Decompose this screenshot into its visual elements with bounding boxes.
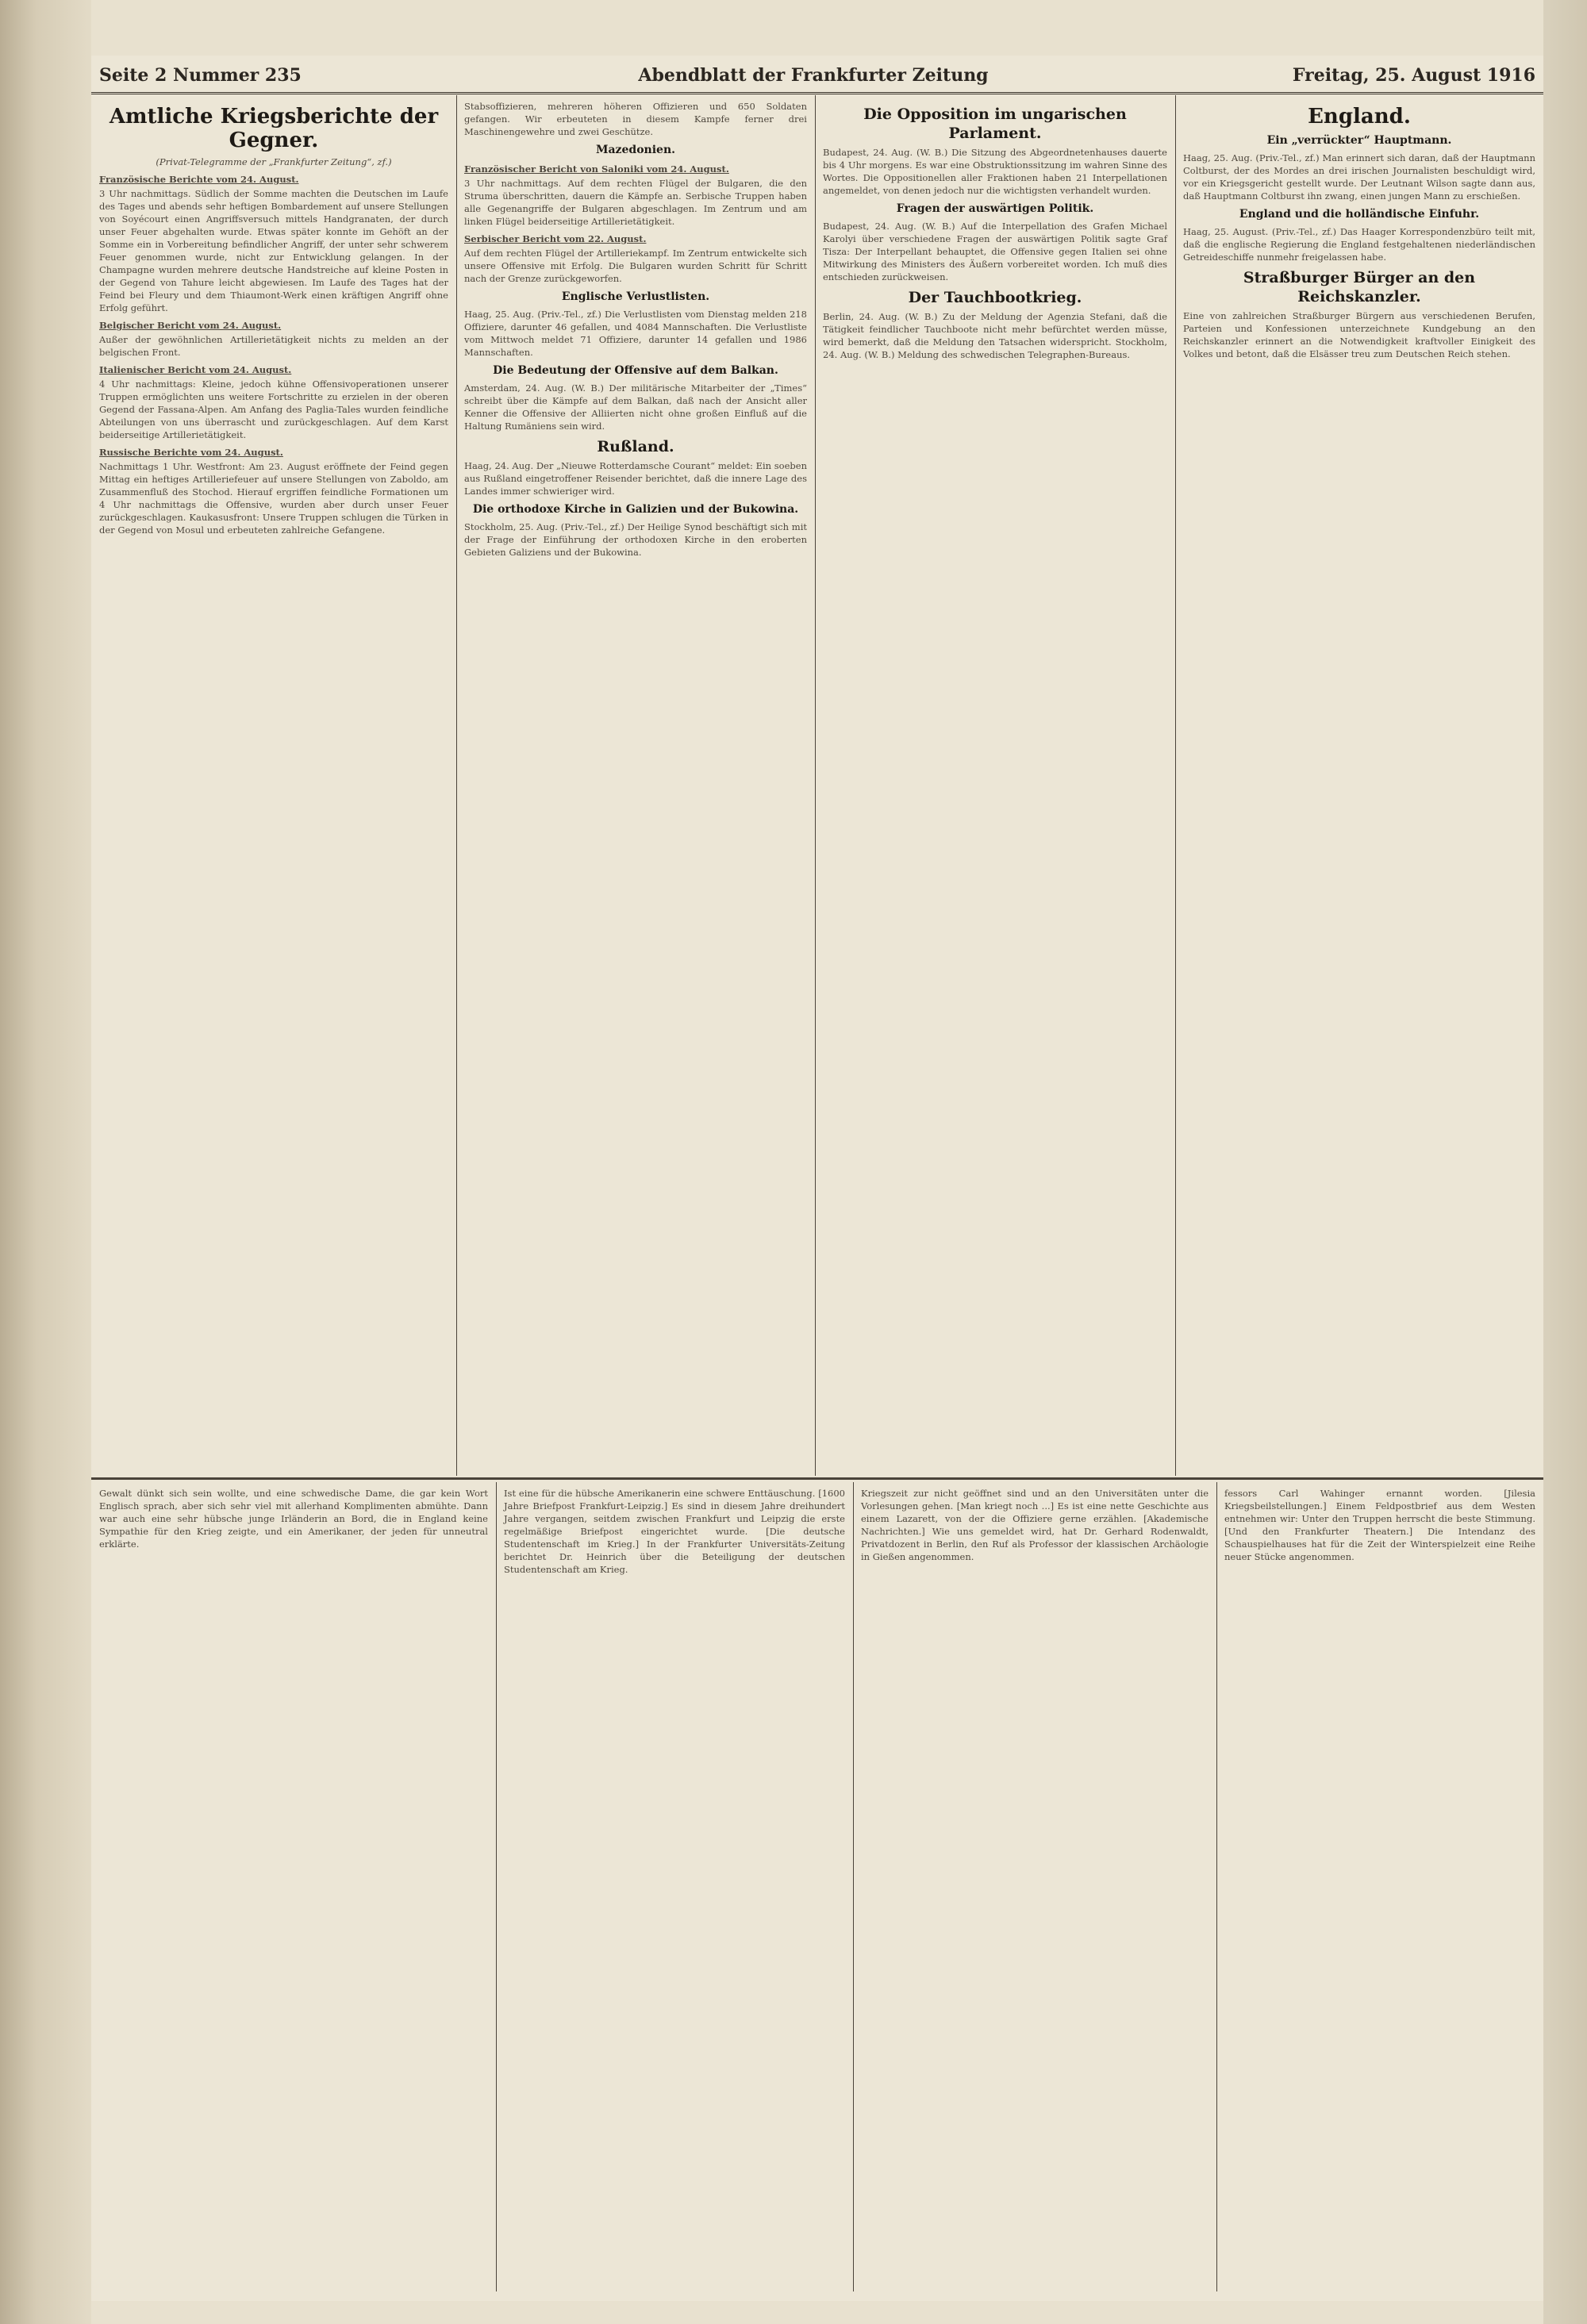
feuilleton-column-2 xyxy=(504,1487,848,2288)
feuilleton-text: Gewalt dünkt sich sein wollte, und eine schwedische Dame, die gar kein Wort Englisch sprach, aber sich sehr viel mit allerhand Komplimenten abmühte. Dann war auch eine sehr hübsche junge Irländerin an Bord, die in England keine Sympathie für den Krieg zeigte, und ein Amerikaner, der jeden für unneutral erklärte. xyxy=(99,1488,491,1550)
section-heading: Mazedonien. xyxy=(595,144,675,156)
section-text: 3 Uhr nachmittags. Auf dem rechten Flügel der Bulgaren, die den Struma überschritten, dauern die Kämpfe an. Serbische Truppen haben alle Gegenangriffe der Bulgaren abgeschlagen. Im Zentrum und am linken Flügel beiderseitige Artillerietätigkeit. xyxy=(464,178,810,227)
section-heading: Französische Berichte vom 24. August. xyxy=(99,174,299,185)
section-heading: Fragen der auswärtigen Politik. xyxy=(896,202,1094,215)
section-heading: Die orthodoxe Kirche in Galizien und der Bukowina. xyxy=(472,503,799,516)
section-text: Außer der gewöhnlichen Artillerietätigkeit nichts zu melden an der belgischen Front. xyxy=(99,334,452,358)
section-text: Berlin, 24. Aug. (W. B.) Zu der Meldung der Agenzia Stefani, daß die Tätigkeit feindlicher Tauchboote nicht mehr befürchtet werden müsse, wird bemerkt, daß die Meldung den Tatsachen widerspricht. Stockholm, 24. Aug. (W. B.) Meldung des schwedischen Telegraphen-Bureaus. xyxy=(823,311,1170,360)
section-heading: Der Tauchbootkrieg. xyxy=(908,289,1082,306)
feuilleton-column-3 xyxy=(861,1487,1212,2288)
section-text: Amsterdam, 24. Aug. (W. B.) Der militärische Mitarbeiter der „Times“ schreibt über die Kämpfe auf dem Balkan, daß nach der Ansicht aller Kenner die Offensive der Alliierten nicht ohne großen Einfluß auf die Haltung Rumäniens sein wird. xyxy=(464,382,810,432)
newspaper-name: Abendblatt der Frankfurter Zeitung xyxy=(638,65,989,86)
section-text: Auf dem rechten Flügel der Artilleriekampf. Im Zentrum entwickelte sich unsere Offensive mit Erfolg. Die Bulgaren wurden Schritt für Schritt nach der Grenze zurückgeworfen. xyxy=(464,248,810,284)
section-heading: Rußland. xyxy=(597,438,674,455)
feuilleton-column-4 xyxy=(1224,1487,1539,2288)
section-text: Haag, 24. Aug. Der „Nieuwe Rotterdamsche Courant“ meldet: Ein soeben aus Rußland eingetroffener Reisender berichtet, daß die innere Lage des Landes immer schwieriger wird. xyxy=(464,460,810,497)
section-text: Eine von zahlreichen Straßburger Bürgern aus verschiedenen Berufen, Parteien und Konfessionen unterzeichnete Kundgebung an den Reichskanzler erinnert an die Notwendigkeit kraftvoller Einigkeit des Volkes und betont, daß die Elsässer treu zum Deutschen Reich stehen. xyxy=(1183,310,1539,359)
article-war-reports xyxy=(99,100,452,1473)
section-heading: Ein „verrückter“ Hauptmann. xyxy=(1266,134,1452,147)
section-text: 3 Uhr nachmittags. Südlich der Somme machten die Deutschen im Laufe des Tages und abends sehr heftigen Bombardement auf unsere Stellungen von Soyécourt einen Angriffsversuch mittels Handgranaten, der durch unser Feuer abgehalten wurde. Etwas später konnte im Gehöft an der Somme ein in Vorbereitung befindlicher Angriff, der unter sehr schwerem Feuer genommen wurde, nicht zur Entwicklung gelangen. In der Champagne wurden mehrere deutsche Handstreiche auf kleine Posten in der Gegend von Tahure leicht abgewiesen. Im Laufe des Tages hat der Feind bei Fleury und dem Thiaumont-Werk einen kräftigen Angriff ohne Erfolg geführt. xyxy=(99,188,452,313)
section-text: 4 Uhr nachmittags: Kleine, jedoch kühne Offensivoperationen unserer Truppen ermöglichten uns weitere Fortschritte zu erzielen in der oberen Gegend der Fassana-Alpen. Am Anfang des Paglia-Tales wurden feindliche Abteilungen von uns überrascht und zurückgeschlagen. Auf dem Karst beiderseitige Artillerietätigkeit. xyxy=(99,378,452,440)
section-text: Stockholm, 25. Aug. (Priv.-Tel., zf.) Der Heilige Synod beschäftigt sich mit der Frage der Einführung der orthodoxen Kirche in den eroberten Gebieten Galiziens und der Bukowina. xyxy=(464,521,810,558)
column-rule xyxy=(853,1482,854,2291)
feuilleton-column-1 xyxy=(99,1487,491,2288)
column-rule xyxy=(456,95,457,1476)
section-heading: Italienischer Bericht vom 24. August. xyxy=(99,364,292,375)
section-heading: Belgischer Bericht vom 24. August. xyxy=(99,320,282,331)
article-balkan-russia xyxy=(464,100,810,1473)
section-subheading: Französischer Bericht von Saloniki vom 24. August. xyxy=(464,163,729,175)
feuilleton-text: Ist eine für die hübsche Amerikanerin eine schwere Enttäuschung. [1600 Jahre Briefpost Frankfurt-Leipzig.] Es sind in diesem Jahre dreihundert Jahre vergangen, seitdem zwischen Frankfurt und Leipzig die erste regelmäßige Briefpost eingerichtet wurde. [Die deutsche Studentenschaft im Krieg.] In der Frankfurter Universitäts-Zeitung berichtet Dr. Heinrich über die Beteiligung der deutschen Studentenschaft am Krieg. xyxy=(504,1488,848,1575)
article-subtitle: (Privat-Telegramme der „Frankfurter Zeitung“, zf.) xyxy=(156,156,392,167)
masthead xyxy=(91,56,1543,94)
section-text: Haag, 25. Aug. (Priv.-Tel., zf.) Die Verlustlisten vom Dienstag melden 218 Offiziere, darunter 46 gefallen, und 4084 Mannschaften. Die Verlustliste vom Mittwoch meldet 71 Offiziere, darunter 14 gefallen und 1986 Mannschaften. xyxy=(464,309,810,358)
section-heading: Serbischer Bericht vom 22. August. xyxy=(464,233,647,244)
section-text: Haag, 25. August. (Priv.-Tel., zf.) Das Haager Korrespondenzbüro teilt mit, daß die englische Regierung die England festgehaltenen niederländischen Getreideschiffe nunmehr freigelassen habe. xyxy=(1183,226,1539,263)
article-title: England. xyxy=(1308,105,1411,129)
section-heading: England und die holländische Einfuhr. xyxy=(1239,208,1480,221)
continued-text: Stabsoffizieren, mehreren höheren Offizieren und 650 Soldaten gefangen. Wir erbeuteten in diesem Kampfe ferner drei Maschinengewehre und zwei Geschütze. xyxy=(464,101,810,137)
column-rule xyxy=(815,95,816,1476)
feuilleton-text: Kriegszeit zur nicht geöffnet sind und an den Universitäten unter die Vorlesungen gehen. [Man kriegt noch ...] Es ist eine nette Geschichte aus einem Lazarett, von der die Offiziere gerne erzählen. [Akademische Nachrichten.] Wie uns gemeldet wird, hat Dr. Gerhard Rodenwaldt, Privatdozent in Berlin, den Ruf als Professor der klassischen Archäologie in Gießen angenommen. xyxy=(861,1488,1212,1562)
section-text: Budapest, 24. Aug. (W. B.) Auf die Interpellation des Grafen Michael Karolyi über verschiedene Fragen der auswärtigen Politik sagte Graf Tisza: Der Interpellant behauptet, die Offensive gegen Italien sei ohne Mitwirkung des Ministers des Äußern vorbereitet worden. Ich muß dies entschieden zurückweisen. xyxy=(823,221,1170,282)
section-heading: Russische Berichte vom 24. August. xyxy=(99,447,283,458)
column-rule xyxy=(1175,95,1176,1476)
column-rule xyxy=(496,1482,497,2291)
page-number: Seite 2 Nummer 235 xyxy=(99,65,302,86)
book-binding xyxy=(0,0,91,2324)
feuilleton-text: fessors Carl Wahinger ernannt worden. [Jilesia Kriegsbeilstellungen.] Einem Feldpostbrief aus dem Westen entnehmen wir: Unter den Truppen herrscht die beste Stimmung. [Und den Frankfurter Theatern.] Die Intendanz des Schauspielhauses hat für die Zeit der Winterspielzeit eine Reihe neuer Stücke angenommen. xyxy=(1224,1488,1539,1562)
article-text: Budapest, 24. Aug. (W. B.) Die Sitzung des Abgeordnetenhauses dauerte bis 4 Uhr morgens. Es war eine Obstruktionssitzung im wahren Sinne des Wortes. Die Oppositionellen aller Fraktionen haben 21 Interpellationen angemeldet, von denen jedoch nur die wichtigsten verhandelt wurden. xyxy=(823,147,1170,196)
article-hungarian-parliament xyxy=(823,100,1170,1473)
article-title: Amtliche Kriegsberichte der Gegner. xyxy=(109,105,439,152)
section-text: Haag, 25. Aug. (Priv.-Tel., zf.) Man erinnert sich daran, daß der Hauptmann Coltburst, der des Mordes an drei irischen Journalisten beschuldigt wird, vor ein Kriegsgericht gestellt wurde. Der Leutnant Wilson sagte dann aus, daß Hauptmann Coltburst ihn zwang, einen jungen Mann zu erschießen. xyxy=(1183,152,1539,202)
section-divider xyxy=(91,1477,1543,1480)
article-england xyxy=(1183,100,1539,1473)
issue-date: Freitag, 25. August 1916 xyxy=(1292,65,1535,86)
column-rule xyxy=(1216,1482,1217,2291)
section-text: Nachmittags 1 Uhr. Westfront: Am 23. August eröffnete der Feind gegen Mittag ein heftiges Artilleriefeuer auf unsere Stellungen von Zaboldo, am Zusammenfluß des Stochod. Hierauf ergriffen feindliche Formationen um 4 Uhr nachmittags die Offensive, wurden aber durch unser Feuer zurückgeschlagen. Kaukasusfront: Unsere Truppen schlugen die Türken in der Gegend von Mosul und erbeuteten zahlreiche Gefangene. xyxy=(99,461,452,536)
section-heading: Straßburger Bürger an den Reichskanzler. xyxy=(1243,269,1476,305)
newspaper-page xyxy=(91,56,1543,2301)
article-title: Die Opposition im ungarischen Parlament. xyxy=(863,106,1127,142)
section-heading: Die Bedeutung der Offensive auf dem Balkan. xyxy=(493,364,778,377)
facing-page-edge xyxy=(1543,0,1587,2324)
section-heading: Englische Verlustlisten. xyxy=(561,290,710,303)
